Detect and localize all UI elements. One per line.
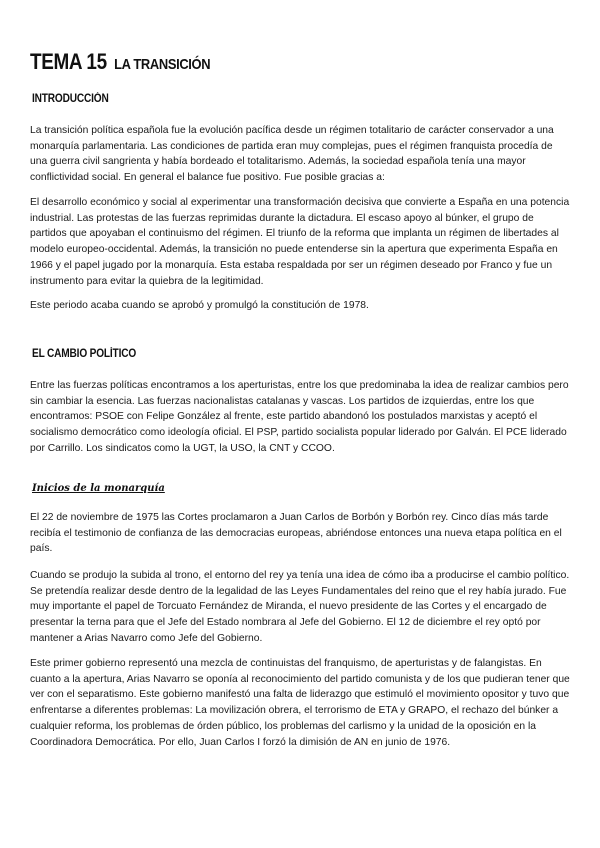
page-title	[30, 40, 210, 77]
heading-cambio-politico: EL CAMBIO POLÍTICO	[32, 348, 137, 360]
title-number: TEMA 15	[30, 49, 107, 74]
paragraph-intro-1: La transición política española fue la evolución pacífica desde un régimen totalitario de carácter conservador a una monarquía parlamentaria. Las condiciones de partida eran muy complejas, pues el régimen franquista procedía de una guerra civil sangrienta y había bordeado el totalitarismo. Además, la sociedad española tenía una mayor conflictividad social. En general el balance fue positivo. Fue posible gracias a:	[30, 125, 554, 184]
heading-introduccion: INTRODUCCIÓN	[32, 93, 109, 105]
paragraph-inicios-1: El 22 de noviembre de 1975 las Cortes proclamaron a Juan Carlos de Borbón y Borbón rey. Cinco días más tarde recibía el testimonio de confianza de las democracias europeas, abriéndose entonces una nueva etapa política en el país.	[30, 512, 562, 555]
paragraph-cambio-1: Entre las fuerzas políticas encontramos a los aperturistas, entre los que predominaba la idea de realizar cambios pero sin cambiar la esencia. Las fuerzas nacionalistas catalanas y vascas. Los partidos de izquierdas, entre los que encontramos: PSOE con Felipe González al frente, este partido abandonó los postulados marxistas y aceptó el socialismo democrático como ideología oficial. El PSP, partido socialista popular liderado por Galván. El PCE liderado por Carrillo. Los sindicatos como la UGT, la USO, la CNT y CCOO.	[30, 380, 569, 454]
paragraph-inicios-2: Cuando se produjo la subida al trono, el entorno del rey ya tenía una idea de cómo iba a producirse el cambio político. Se pretendía realizar desde dentro de la legalidad de las Leyes Fundamentales del reino que el rey había jurado. Fue muy importante el papel de Torcuato Fernández de Miranda, el nuevo presidente de las Cortes y el encargado de presentar la terna para que el Jefe del Estado nombrara al Jefe del Gobierno. El 12 de diciembre el rey optó por mantener a Arias Navarro como Jefe del Gobierno.	[30, 570, 570, 644]
paragraph-intro-3: Este periodo acaba cuando se aprobó y promulgó la constitución de 1978.	[30, 300, 369, 311]
paragraph-intro-2: El desarrollo económico y social al experimentar una transformación decisiva que convierte a España en una potencia industrial. Las protestas de las fuerzas reprimidas durante la dictadura. El escaso apoyo al búnker, el grupo de partidos que apoyaban el continuismo del régimen. El triunfo de la reforma que implanta un régimen de libertades al modelo europeo-occidental. Además, la transición no puede entenderse sin la apertura que experimenta España en 1966 y el papel jugado por la monarquía. Esta estaba respaldada por ser un régimen deseado por Franco y fue un instrumento para evitar la quiebra de la legitimidad.	[30, 197, 570, 287]
heading-inicios-monarquia: Inicios de la monarquía	[32, 483, 165, 494]
title-text: LA TRANSICIÓN	[114, 56, 211, 73]
paragraph-inicios-3: Este primer gobierno representó una mezcla de continuistas del franquismo, de aperturistas y de falangistas. En cuanto a la apertura, Arias Navarro se oponía al reconocimiento del partido comunista y de los que pudieran tener que ver con el separatismo. Este gobierno manifestó una falta de liderazgo que estimuló el movimiento opositor y tuvo que enfrentarse a diferentes problemas: La movilización obrera, el terrorismo de ETA y GRAPO, el rechazo del búnker a cualquier reforma, los problemas de órden público, los problemas del carlismo y la unidad de la oposición en la Coordinadora Democrática. Por ello, Juan Carlos I forzó la dimisión de AN en junio de 1976.	[30, 658, 570, 748]
